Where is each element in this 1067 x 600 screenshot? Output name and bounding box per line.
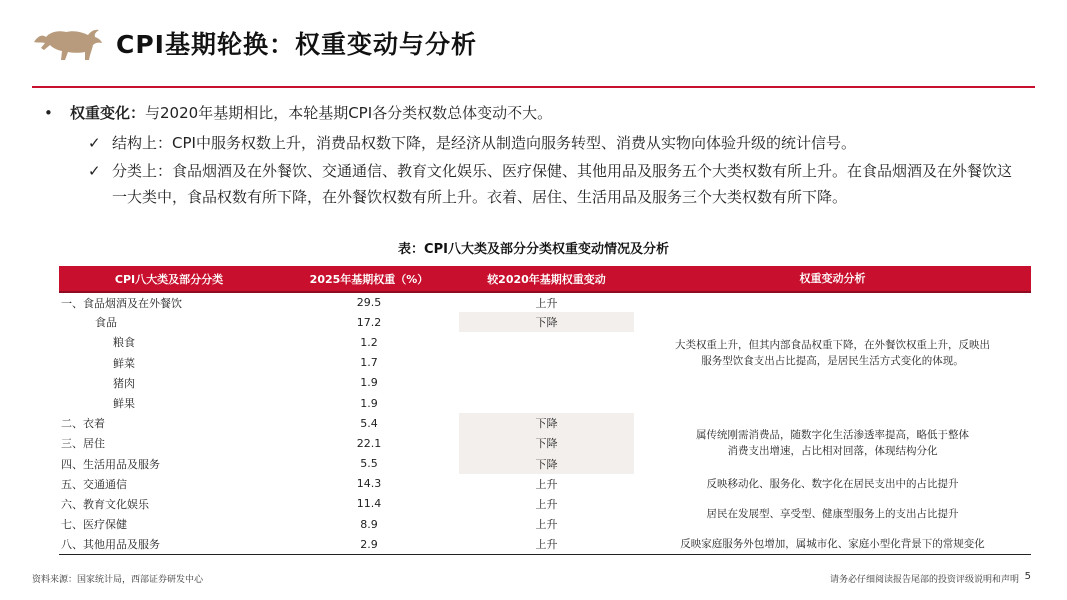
row-weight: 1.7 (360, 356, 378, 370)
cpi-weight-table (59, 266, 1031, 555)
row-change (459, 353, 634, 373)
row-change: 下降 (459, 312, 634, 332)
check-text: 结构上：CPI中服务权数上升，消费品权数下降，是经济从制造向服务转型、消费从实物向体验升级的统计信号。 (112, 134, 856, 152)
bullet-dot-icon: • (44, 104, 53, 122)
row-name: 七、医疗保健 (61, 518, 127, 532)
row-name: 八、其他用品及服务 (59, 534, 279, 554)
bullet-text: 与2020年基期相比，本轮基期CPI各分类权数总体变动不大。 (145, 104, 553, 122)
row-weight: 5.4 (360, 416, 378, 430)
checkmark-icon: ✓ (88, 134, 101, 152)
row-name: 一、食品烟酒及在外餐饮 (61, 296, 182, 310)
table-caption: 表：CPI八大类及部分分类权重变动情况及分析 (398, 242, 669, 257)
analysis-edu-health: 居民在发展型、享受型、健康型服务上的支出占比提升 (706, 508, 959, 521)
row-change: 上升 (459, 534, 634, 554)
row-name: 鲜果 (113, 397, 135, 411)
check-text: 分类上：食品烟酒及在外餐饮、交通通信、教育文化娱乐、医疗保健、其他用品及服务五个大类权数有所上升。在食品烟酒及在外餐饮这一大类中，食品权数有所下降，在外餐饮权数有所上升。衣着、居住、生活用品及服务三个大类权数有所下降。 (112, 162, 1013, 206)
analysis-transport: 反映移动化、服务化、数字化在居民支出中的占比提升 (706, 477, 959, 490)
row-name: 食品 (95, 316, 117, 330)
analysis-durables: 属传统刚需消费品，随数字化生活渗透率提高，略低于整体消费支出增速，占比相对回落，体现结构分化 (696, 429, 969, 458)
row-change: 下降 (459, 433, 634, 453)
bull-icon (32, 20, 104, 64)
checkmark-icon: ✓ (88, 162, 101, 180)
row-name: 鲜菜 (113, 356, 135, 370)
row-name: 五、交通通信 (61, 477, 127, 491)
row-change (459, 332, 634, 352)
footer-source: 资料来源：国家统计局，西部证券研发中心 (32, 575, 204, 585)
row-weight: 1.9 (360, 396, 378, 410)
row-weight: 1.2 (360, 335, 378, 349)
row-change: 上升 (535, 477, 558, 491)
row-change: 下降 (459, 454, 634, 474)
row-change: 上升 (535, 296, 558, 310)
analysis-food: 大类权重上升，但其内部食品权重下降，在外餐饮权重上升，反映出服务型饮食支出占比提高，是居民生活方式变化的体现。 (675, 339, 990, 368)
row-name: 二、衣着 (61, 417, 105, 431)
table-row (59, 534, 1031, 554)
row-name: 四、生活用品及服务 (61, 457, 160, 471)
title-divider (32, 86, 1035, 88)
table-header-row (59, 266, 1031, 292)
row-weight: 17.2 (356, 315, 382, 329)
column-header: 2025年基期权重（%） (279, 266, 459, 292)
row-weight: 5.5 (360, 457, 378, 471)
bullet-label: 权重变化： (70, 104, 146, 122)
row-change: 上升 (535, 497, 558, 511)
row-weight: 29.5 (356, 296, 382, 310)
row-weight: 22.1 (356, 436, 382, 450)
row-name: 六、教育文化娱乐 (61, 497, 149, 511)
row-change (459, 373, 634, 393)
footer-disclaimer: 请务必仔细阅读报告尾部的投资评级说明和声明 (829, 575, 1019, 585)
row-weight: 8.9 (360, 517, 378, 531)
table-row (59, 474, 1031, 494)
page-title: CPI基期轮换：权重变动与分析 (116, 30, 477, 59)
row-name: 三、居住 (61, 437, 105, 451)
row-weight: 14.3 (356, 477, 382, 491)
row-name: 粮食 (113, 336, 135, 350)
row-change: 上升 (535, 518, 558, 532)
page-number: 5 (1024, 571, 1031, 582)
column-header: 权重变动分析 (634, 266, 1031, 292)
analysis-other: 反映家庭服务外包增加，属城市化、家庭小型化背景下的常规变化 (634, 534, 1031, 554)
column-header: CPI八大类及部分分类 (59, 266, 279, 292)
table-row (59, 494, 1031, 514)
row-change (459, 393, 634, 413)
table-row (59, 413, 1031, 433)
row-name: 猪肉 (113, 376, 135, 390)
header (0, 0, 1067, 88)
row-weight: 11.4 (356, 497, 382, 511)
row-weight: 1.9 (360, 376, 378, 390)
column-header: 较2020年基期权重变动 (459, 266, 634, 292)
row-change: 下降 (459, 413, 634, 433)
row-weight: 2.9 (279, 534, 459, 554)
table-row (59, 292, 1031, 312)
